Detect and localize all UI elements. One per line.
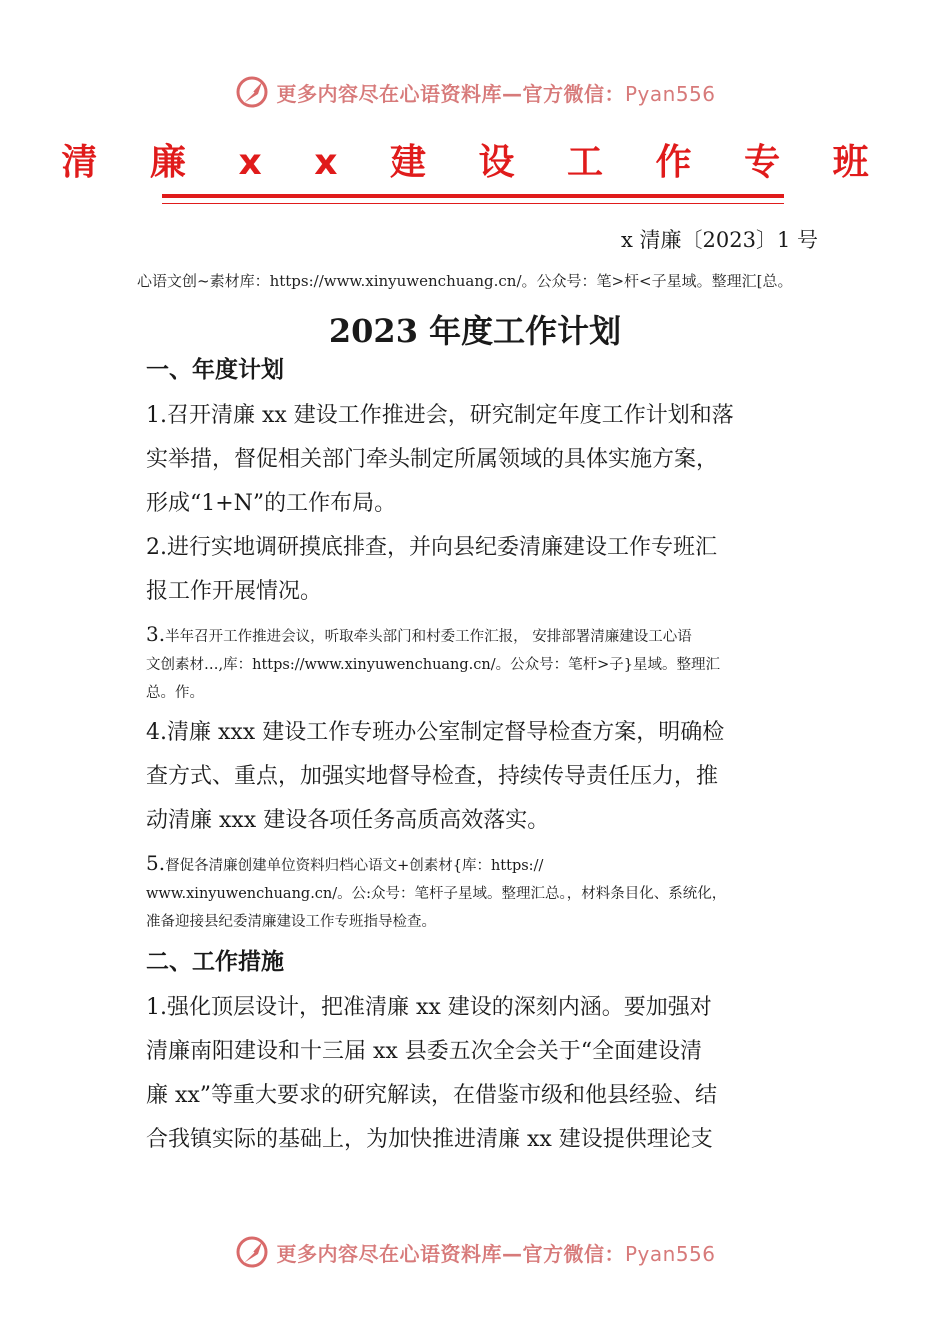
item-number: 3. <box>146 622 166 646</box>
paragraph-line: 动清廉 xxx 建设各项任务高质高效落实。 <box>146 808 550 833</box>
watermark-id: Pyan556 <box>624 81 716 106</box>
document-body <box>146 350 836 1162</box>
red-rule-thin <box>162 203 784 204</box>
paragraph-line: 总。作。 <box>146 685 204 701</box>
document-title: 2023 年度工作计划 <box>328 312 622 350</box>
paragraph-line: 查方式、重点，加强实地督导检查，持续传导责任压力，推 <box>146 764 719 789</box>
paragraph-line: 报工作开展情况。 <box>146 579 323 604</box>
paragraph-line: 实举措，督促相关部门牵头制定所属领域的具体实施方案， <box>146 447 719 472</box>
document-number: x 清廉〔2023〕1 号 <box>621 228 818 252</box>
paragraph-line: 督促各清廉创建单位资料归档心语文+创素材{库：https:// <box>165 858 544 874</box>
paragraph-line: 形成“1+N”的工作布局。 <box>146 491 397 516</box>
paragraph-line: 合我镇实际的基础上，为加快推进清廉 xx 建设提供理论支 <box>146 1127 713 1152</box>
paragraph-line: 廉 xx”等重大要求的研究解读，在借鉴市级和他县经验、结 <box>146 1083 718 1108</box>
paragraph-line: 半年召开工作推进会议，听取牵头部门和村委工作汇报， 安排部署清廉建设工心语 <box>165 629 692 645</box>
measure-item-1 <box>146 986 836 1162</box>
section-heading-work-measures: 二、工作措施 <box>146 949 284 975</box>
section-heading-annual-plan: 一、年度计划 <box>146 357 284 383</box>
watermark-text: 更多内容尽在心语资料库—官方微信： <box>276 1241 625 1266</box>
inline-watermark-line: 心语文创~素材库：https://www.xinyuwenchuang.cn/。公众号：笔>杆<子星域。整理汇[总。 <box>137 272 793 290</box>
plan-item-3 <box>146 620 836 707</box>
watermark-top <box>0 72 950 112</box>
paragraph-line: 4.清廉 xxx 建设工作专班办公室制定督导检查方案，明确检 <box>146 720 725 745</box>
paragraph-line: 1.强化顶层设计，把准清廉 xx 建设的深刻内涵。要加强对 <box>146 995 712 1020</box>
paragraph-line: 清廉南阳建设和十三届 xx 县委五次全会关于“全面建设清 <box>146 1039 703 1064</box>
watermark-bottom <box>0 1232 950 1272</box>
watermark-id: Pyan556 <box>624 1241 716 1266</box>
watermark-text: 更多内容尽在心语资料库—官方微信： <box>276 81 625 106</box>
plan-item-1 <box>146 394 836 526</box>
item-number: 5. <box>146 851 166 875</box>
plan-item-5 <box>146 849 836 936</box>
paragraph-line: 准备迎接县纪委清廉建设工作专班指导检查。 <box>146 914 436 930</box>
plan-item-4 <box>146 711 836 843</box>
quill-logo-icon <box>234 74 270 110</box>
paragraph-line: www.xinyuwenchuang.cn/。公:众号：笔杆子星域。整理汇总。，材料条目化、系统化， <box>146 886 727 902</box>
paragraph-line: 2.进行实地调研摸底排查，并向县纪委清廉建设工作专班汇 <box>146 535 717 560</box>
red-rule-thick <box>162 194 784 198</box>
quill-logo-icon <box>234 1234 270 1270</box>
paragraph-line: 1.召开清廉 xx 建设工作推进会，研究制定年度工作计划和落 <box>146 403 734 428</box>
red-header-title: 清 廉 x x 建 设 工 作 专 班 <box>61 142 889 183</box>
plan-item-2 <box>146 526 836 614</box>
paragraph-line: 文创素材…,库：https://www.xinyuwenchuang.cn/。公众号：笔杆>子}星域。整理汇 <box>146 657 721 673</box>
